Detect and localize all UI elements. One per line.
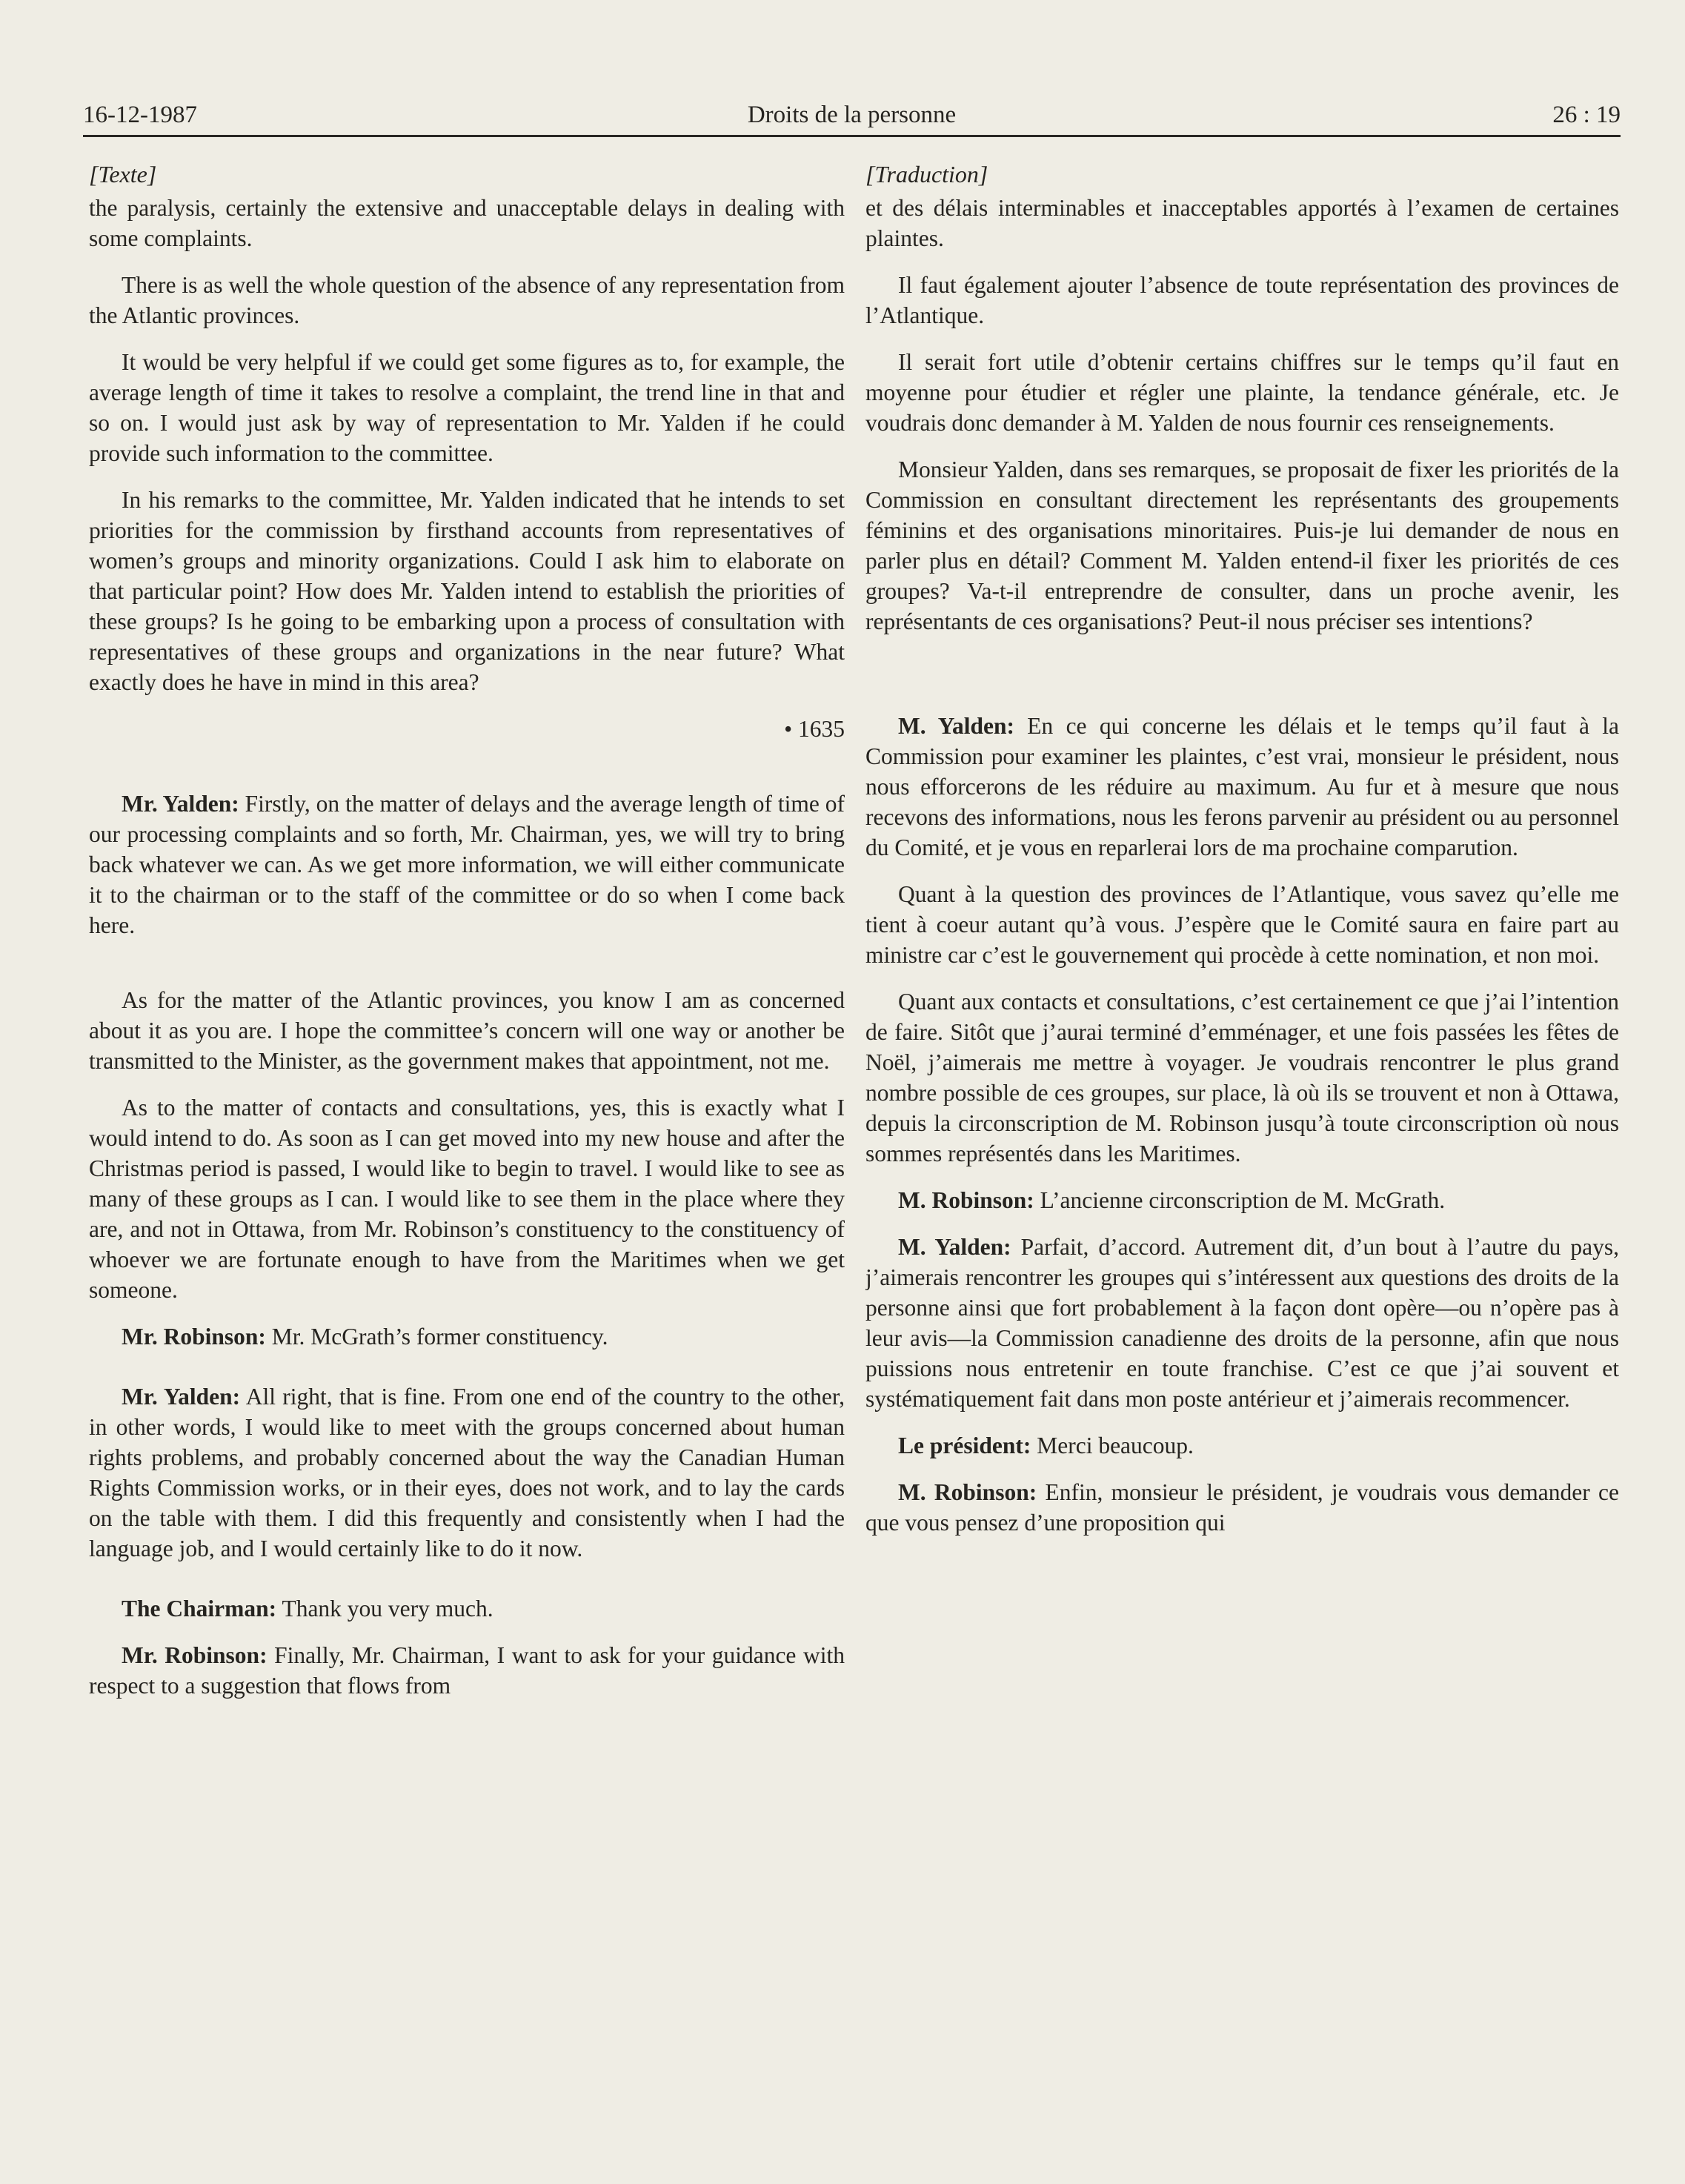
header-page-number: 26 : 19 — [1552, 102, 1621, 128]
speech-paragraph — [89, 1321, 845, 1352]
speech-text: Finally, Mr. Chairman, I want to ask for your guidance with respect to a suggestion that flows from — [89, 1642, 845, 1699]
speech-paragraph — [865, 1185, 1619, 1215]
speech-text: Parfait, d’accord. Autrement dit, d’un bout à l’autre du pays, j’aimerais rencontrer les groupes qui s’intéressent aux questions des droits de la personne ainsi que fort probablement à la façon dont opère—ou n’opère pas à leur avis—la Commission canadienne des droits de la personne, afin que nous puissions nous entretenir en toute franchise. C’est ce que j’ai souvent et systématiquement fait dans mon poste antérieur et j’aimerais recommencer. — [865, 1234, 1619, 1412]
speech-paragraph — [865, 1430, 1619, 1461]
speaker-name: Le président: — [898, 1433, 1031, 1458]
paragraph: et des délais interminables et inacceptables apportés à l’examen de certaines plaintes. — [865, 195, 1619, 251]
speech-paragraph — [89, 1593, 845, 1624]
speaker-name: The Chairman: — [122, 1596, 277, 1622]
speech-text: Thank you very much. — [276, 1596, 493, 1622]
paragraph: There is as well the whole question of the absence of any representation from the Atlantic provinces. — [89, 272, 845, 328]
speech-text: Mr. McGrath’s former constituency. — [265, 1324, 608, 1350]
paragraph: In his remarks to the committee, Mr. Yalden indicated that he intends to set priorities for the commission by firsthand accounts from representatives of women’s groups and minority organizations. Could I ask him to elaborate on that particular point? How does Mr. Yalden intend to establish the priorities of these groups? Is he going to be embarking upon a process of consultation with representatives of these groups and organizations in the near future? What exactly does he have in mind in this area? — [89, 487, 845, 695]
speech-paragraph — [89, 1640, 845, 1701]
paragraph: It would be very helpful if we could get some figures as to, for example, the average length of time it takes to resolve a complaint, the trend line in that and so on. I would just ask by way of representation to Mr. Yalden if he could provide such information to the committee. — [89, 349, 845, 466]
paragraph: Quant à la question des provinces de l’Atlantique, vous savez qu’elle me tient à coeur autant qu’à vous. J’espère que le Comité saura en faire part au ministre car c’est le gouvernement qui procède à cette nomination, et non moi. — [865, 881, 1619, 968]
speech-text: Enfin, monsieur le président, je voudrais vous demander ce que vous pensez d’une proposition qui — [865, 1479, 1619, 1536]
speech-text: All right, that is fine. From one end of the country to the other, in other words, I would like to meet with the groups concerned about human rights problems, and probably concerned about the way the Canadian Human Rights Commission works, or in their eyes, does not work, and to lay the cards on the table with them. I did this frequently and consistently when I had the language job, and I would certainly like to do it now. — [89, 1384, 845, 1561]
speech-text: L’ancienne circonscription de M. McGrath. — [1034, 1187, 1446, 1213]
speaker-name: Mr. Yalden: — [122, 1384, 241, 1410]
language-label-traduction: [Traduction] — [865, 161, 988, 187]
speech-paragraph — [865, 1232, 1619, 1414]
french-column — [865, 159, 1619, 2160]
speaker-name: Mr. Robinson: — [122, 1642, 267, 1668]
paragraph: Quant aux contacts et consultations, c’est certainement ce que j’ai l’intention de faire. Sitôt que j’aurai terminé d’emménager, et une fois passées les fêtes de Noël, j’aimerais me mettre à voyager. Je voudrais rencontrer le plus grand nombre possible de ces groupes, sur place, là où ils se trouvent et non à Ottawa, depuis la circonscription de M. Robinson jusqu’à toute circonscription où nous sommes représentés dans les Maritimes. — [865, 989, 1619, 1166]
paragraph: As to the matter of contacts and consultations, yes, this is exactly what I would intend to do. As soon as I can get moved into my new house and after the Christmas period is passed, I would like to begin to travel. I would like to see as many of these groups as I can. I would like to see them in the place where they are, and not in Ottawa, from Mr. Robinson’s constituency to the constituency of whoever we are fortunate enough to have from the Maritimes when we get someone. — [89, 1095, 845, 1303]
speaker-name: M. Robinson: — [898, 1187, 1034, 1213]
paragraph: Il serait fort utile d’obtenir certains chiffres sur le temps qu’il faut en moyenne pour étudier et régler une plainte, la tendance générale, etc. Je voudrais donc demander à M. Yalden de nous fournir ces renseignements. — [865, 349, 1619, 436]
paragraph: the paralysis, certainly the extensive and unacceptable delays in dealing with some complaints. — [89, 195, 845, 251]
header-title: Droits de la personne — [747, 102, 957, 128]
speaker-name: M. Robinson: — [898, 1479, 1037, 1505]
page-header — [83, 96, 1621, 137]
timestamp: • 1635 — [784, 716, 845, 742]
paragraph: Il faut également ajouter l’absence de toute représentation des provinces de l’Atlantique. — [865, 272, 1619, 328]
speaker-name: Mr. Robinson: — [122, 1324, 266, 1350]
speaker-name: Mr. Yalden: — [122, 791, 239, 817]
speech-paragraph — [89, 789, 845, 940]
speech-paragraph — [865, 711, 1619, 863]
speaker-name: M. Yalden: — [898, 713, 1014, 739]
speech-text: Merci beaucoup. — [1031, 1433, 1194, 1458]
paragraph: Monsieur Yalden, dans ses remarques, se proposait de fixer les priorités de la Commission en consultant directement les représentants des groupements féminins et des organisations minoritaires. Puis-je lui demander de nous en parler plus en détail? Comment M. Yalden entend-il fixer les priorités de ces groupes? Va-t-il entreprendre de consulter, dans un proche avenir, les représentants de ces organisations? Peut-il nous préciser ses intentions? — [865, 457, 1619, 634]
language-label-texte: [Texte] — [89, 161, 157, 187]
speech-paragraph — [89, 1381, 845, 1564]
speech-paragraph — [865, 1477, 1619, 1538]
speaker-name: M. Yalden: — [898, 1234, 1011, 1260]
speech-text: En ce qui concerne les délais et le temps qu’il faut à la Commission pour examiner les plaintes, c’est vrai, monsieur le président, nous nous efforcerons de les réduire au maximum. Au fur et à mesure que nous recevons des informations, nous les ferons parvenir au président ou au personnel du Comité, et je vous en reparlerai lors de ma prochaine comparution. — [865, 713, 1619, 860]
english-column — [89, 159, 845, 2160]
paragraph: As for the matter of the Atlantic provinces, you know I am as concerned about it as you are. I hope the committee’s concern will one way or another be transmitted to the Minister, as the government makes that appointment, not me. — [89, 987, 845, 1074]
header-date: 16-12-1987 — [83, 102, 197, 128]
speech-text: Firstly, on the matter of delays and the average length of time of our processing complaints and so forth, Mr. Chairman, yes, we will try to bring back whatever we can. As we get more information, we will either communicate it to the chairman or to the staff of the committee or do so when I come back here. — [89, 791, 845, 938]
